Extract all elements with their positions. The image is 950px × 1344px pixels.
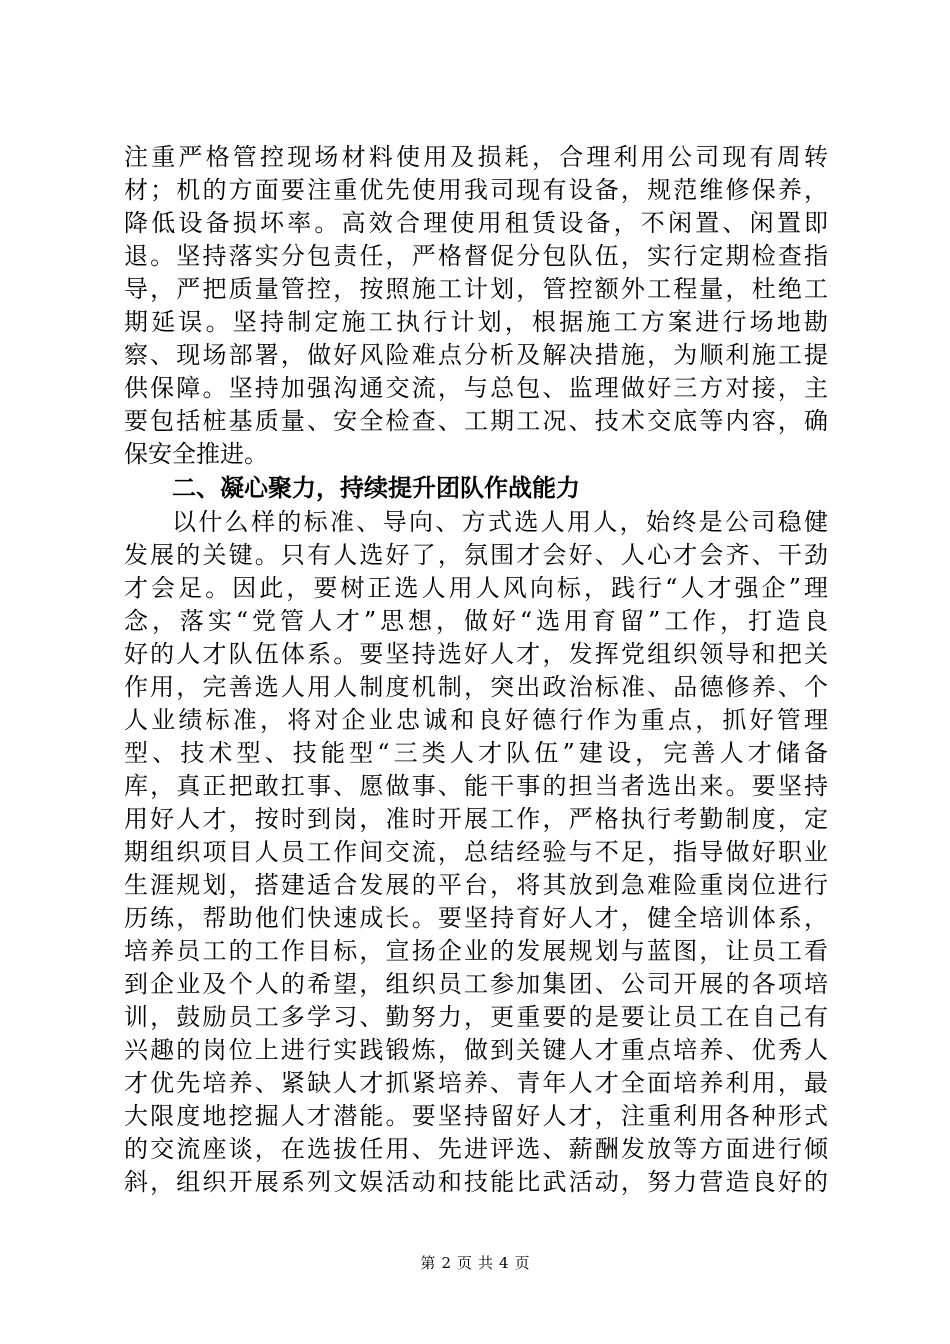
text-line: 材；机的方面要注重优先使用我司现有设备，规范维修保养， <box>124 176 828 204</box>
text-line: 以什么样的标准、导向、方式选人用人，始终是公司稳健 <box>172 508 828 536</box>
text-line: 才优先培养、紧缺人才抓紧培养、青年人才全面培养利用，最 <box>124 1069 828 1097</box>
text-line: 用好人才，按时到岗，准时开展工作，严格执行考勤制度，定 <box>124 805 828 833</box>
text-line: 历练，帮助他们快速成长。要坚持育好人才，健全培训体系， <box>124 904 828 932</box>
text-line: 期组织项目人员工作间交流，总结经验与不足，指导做好职业 <box>124 838 828 866</box>
page-footer <box>0 1252 950 1273</box>
text-line: 人业绩标准，将对企业忠诚和良好德行作为重点，抓好管理 <box>124 706 828 734</box>
text-line: 察、现场部署，做好风险难点分析及解决措施，为顺利施工提 <box>124 341 828 369</box>
text-line: 念，落实“党管人才”思想，做好“选用育留”工作，打造良 <box>124 607 828 635</box>
text-line: 导，严把质量管控，按照施工计划，管控额外工程量，杜绝工 <box>124 275 828 303</box>
text-line: 培养员工的工作目标，宣扬企业的发展规划与蓝图，让员工看 <box>124 937 828 965</box>
text-line: 作用，完善选人用人制度机制，突出政治标准、品德修养、个 <box>124 673 828 701</box>
text-line: 训，鼓励员工多学习、勤努力，更重要的是要让员工在自己有 <box>124 1003 828 1031</box>
text-line: 斜，组织开展系列文娱活动和技能比武活动，努力营造良好的 <box>124 1168 828 1196</box>
text-line: 期延误。坚持制定施工执行计划，根据施工方案进行场地勘 <box>124 308 828 336</box>
text-line: 才会足。因此，要树正选人用人风向标，践行“人才强企”理 <box>124 574 828 602</box>
document-body <box>124 141 828 1199</box>
text-line: 供保障。坚持加强沟通交流，与总包、监理做好三方对接，主 <box>124 374 828 402</box>
section-heading: 二、凝心聚力，持续提升团队作战能力 <box>172 474 580 502</box>
text-line: 大限度地挖掘人才潜能。要坚持留好人才，注重利用各种形式 <box>124 1102 828 1130</box>
paragraph-1 <box>124 141 828 471</box>
text-line: 发展的关键。只有人选好了，氛围才会好、人心才会齐、干劲 <box>124 541 828 569</box>
text-line: 保安全推进。 <box>124 440 268 468</box>
paragraph-2 <box>124 506 828 1199</box>
footer-page-number: 2 <box>441 1254 451 1272</box>
text-line: 兴趣的岗位上进行实践锻炼，做到关键人才重点培养、优秀人 <box>124 1036 828 1064</box>
text-line: 退。坚持落实分包责任，严格督促分包队伍，实行定期检查指 <box>124 242 828 270</box>
text-line: 要包括桩基质量、安全检查、工期工况、技术交底等内容，确 <box>124 407 828 435</box>
text-line: 注重严格管控现场材料使用及损耗，合理利用公司现有周转 <box>124 143 828 171</box>
footer-page-label: 页 <box>456 1254 472 1272</box>
footer-suffix: 页 <box>514 1254 530 1272</box>
text-line: 好的人才队伍体系。要坚持选好人才，发挥党组织领导和把关 <box>124 640 828 668</box>
text-line: 到企业及个人的希望，组织员工参加集团、公司开展的各项培 <box>124 970 828 998</box>
text-line: 降低设备损坏率。高效合理使用租赁设备，不闲置、闲置即 <box>124 209 828 237</box>
footer-total-label: 共 <box>478 1254 494 1272</box>
text-line: 库，真正把敢扛事、愿做事、能干事的担当者选出来。要坚持 <box>124 772 828 800</box>
text-line: 的交流座谈，在选拔任用、先进评选、薪酬发放等方面进行倾 <box>124 1135 828 1163</box>
footer-prefix: 第 <box>420 1254 436 1272</box>
text-line: 生涯规划，搭建适合发展的平台，将其放到急难险重岗位进行 <box>124 871 828 899</box>
text-line: 型、技术型、技能型“三类人才队伍”建设，完善人才储备 <box>124 739 828 767</box>
footer-total-pages: 4 <box>499 1254 509 1272</box>
